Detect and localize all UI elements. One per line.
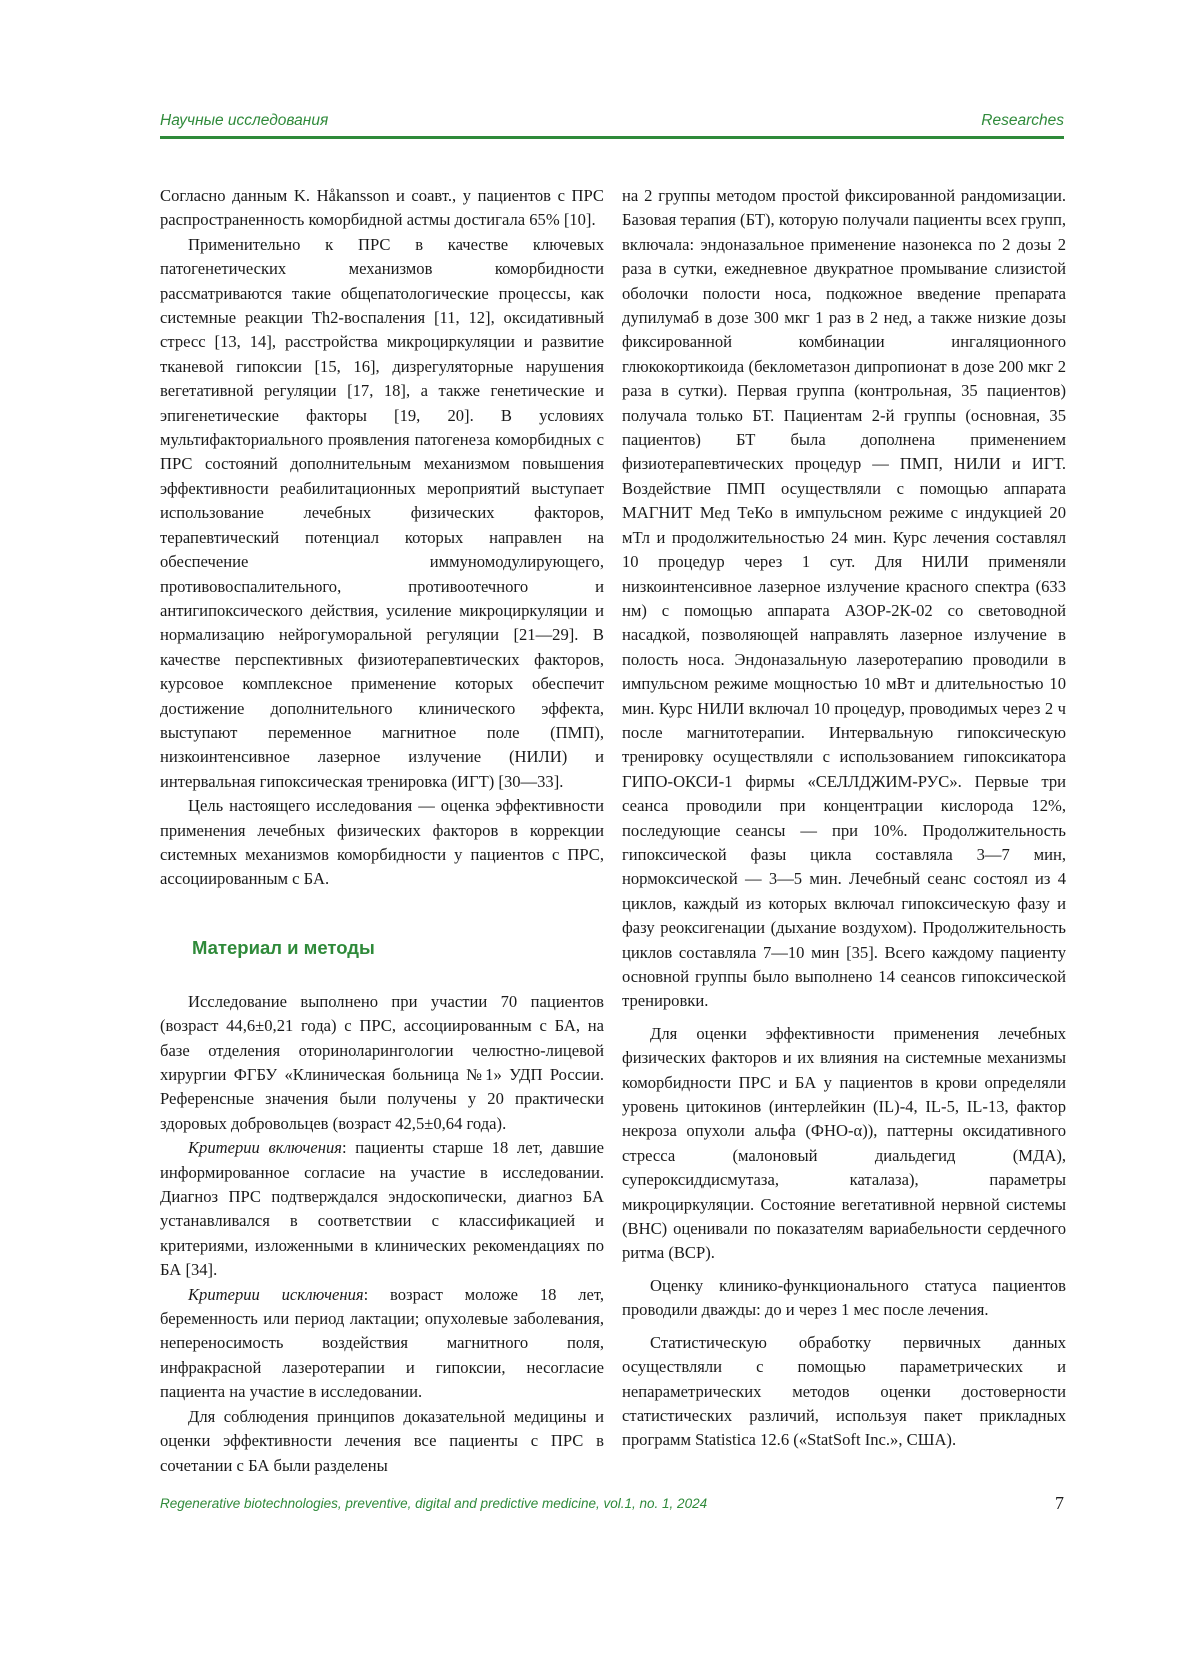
right-column	[622, 184, 1066, 1453]
journal-citation: Regenerative biotechnologies, preventive, digital and predictive medicine, vol.1, no. 1, 2024	[160, 1496, 708, 1511]
page-number: 7	[1055, 1493, 1064, 1513]
paragraph: Для оценки эффективности применения лечебных физических факторов и их влияния на системные механизмы коморбидности ПРС и БА у пациентов в крови определяли уровень цитокинов (интерлейкин (IL)-4, IL-5, IL-13, фактор некроза опухоли альфа (ФНО-α)), паттерны оксидативного стресса (малоновый диальдегид (МДА), супероксиддисмутаза, каталаза), параметры микроциркуляции. Состояние вегетативной нервной системы (ВНС) оценивали по показателям вариабельности сердечного ритма (ВСР).	[622, 1023, 1066, 1263]
paragraph: Для соблюдения принципов доказательной медицины и оценки эффективности лечения все пациенты с ПРС в сочетании с БА были разделены	[160, 1406, 604, 1475]
paragraph: Применительно к ПРС в качестве ключевых патогенетических механизмов коморбидности рассматриваются такие общепатологические процессы, как системные реакции Th2-воспаления [11, 12], оксидативный стресс [13, 14], расстройства микроциркуляции и развитие тканевой гипоксии [15, 16], дизрегуляторные нарушения вегетативной регуляции [17, 18], а также генетические и эпигенетические факторы [19, 20]. В условиях мультифакториального проявления патогенеза коморбидных с ПРС состояний дополнительным механизмом повышения эффективности реабилитационных мероприятий выступает использование лечебных физических факторов, терапевтический потенциал которых направлен на обеспечение иммуномодулирующего, противовоспалительного, противоотечного и антигипоксического действия, усиление микроциркуляции и нормализацию нейрогуморальной регуляции [21—29]. В качестве перспективных физиотерапевтических факторов, курсовое комплексное применение которых обеспечит достижение дополнительного клинического эффекта, выступают переменное магнитное поле (ПМП), низкоинтенсивное лазерное излучение (НИЛИ) и интервальная гипоксическая тренировка (ИГТ) [30—33].	[160, 234, 604, 791]
paragraph: Цель настоящего исследования — оценка эффективности применения лечебных физических факторов в коррекции системных механизмов коморбидности у пациентов с ПРС, ассоциированным с БА.	[160, 796, 604, 889]
page-footer	[160, 1493, 1064, 1517]
paragraph	[160, 1136, 604, 1282]
section-title-en: Researches	[981, 112, 1064, 129]
paragraph	[160, 1283, 604, 1405]
inclusion-criteria-text: : пациенты старше 18 лет, давшие информированное согласие на участие в исследовании. Диагноз ПРС подтверждался эндоскопически, диагноз БА устанавливался в соответствии с классификацией и критериями, изложенными в клинических рекомендациях по БА [34].	[160, 1138, 604, 1280]
paragraph: Исследование выполнено при участии 70 пациентов (возраст 44,6±0,21 года) с ПРС, ассоциированным с БА, на базе отделения оториноларингологии челюстно-лицевой хирургии ФГБУ «Клиническая больница №1» УДП России. Референсные значения были получены у 20 практически здоровых добровольцев (возраст 42,5±0,64 года).	[160, 991, 604, 1133]
left-column	[160, 184, 604, 1478]
section-title-ru: Научные исследования	[160, 112, 329, 129]
inclusion-criteria-label: Критерии включения	[188, 1138, 342, 1158]
exclusion-criteria-label: Критерии исключения	[188, 1284, 364, 1304]
paragraph: Оценку клинико-функционального статуса пациентов проводили дважды: до и через 1 мес после лечения.	[622, 1275, 1066, 1320]
paragraph: Согласно данным K. Håkansson и соавт., у пациентов с ПРС распространенность коморбидной астмы достигала 65% [10].	[160, 186, 604, 230]
paragraph: на 2 группы методом простой фиксированной рандомизации. Базовая терапия (БТ), которую получали пациенты всех групп, включала: эндоназальное применение назонекса по 2 дозы 2 раза в сутки, ежедневное двукратное промывание слизистой оболочки полости носа, подкожное введение препарата дупилумаб в дозе 300 мкг 1 раз в 2 нед, а также низкие дозы фиксированной комбинации ингаляционного глюкокортикоида (беклометазон дипропионат в дозе 200 мкг 2 раза в сутки). Первая группа (контрольная, 35 пациентов) получала только БТ. Пациентам 2-й группы (основная, 35 пациентов) БТ была дополнена применением физиотерапевтических процедур — ПМП, НИЛИ и ИГТ. Воздействие ПМП осуществляли с помощью аппарата МАГНИТ Мед ТеКо в импульсном режиме с индукцией 20 мТл и продолжительностью 24 мин. Курс лечения составлял 10 процедур через 1 сут. Для НИЛИ применяли низкоинтенсивное лазерное излучение красного спектра (633 нм) с помощью аппарата АЗОР-2К-02 со световодной насадкой, позволяющей направлять лазерное излучение в полость носа. Эндоназальную лазеротерапию проводили в импульсном режиме мощностью 10 мВт и длительностью 10 мин. Курс НИЛИ включал 10 процедур, проводимых через 2 ч после магнитотерапии. Интервальную гипоксическую тренировку осуществляли с использованием гипоксикатора ГИПО-ОКСИ-1 фирмы «СЕЛЛДЖИМ-РУС». Первые три сеанса проводили при концентрации кислорода 12%, последующие сеансы — при 10%. Продолжительность гипоксической фазы цикла составляла 3—7 мин, нормоксической — 3—5 мин. Лечебный сеанс состоял из 4 циклов, каждый из которых включал гипоксическую фазу и фазу реоксигенации (дыхание воздухом). Продолжительность циклов составляла 7—10 мин [35]. Всего каждому пациенту основной группы было выполнено 14 сеансов гипоксической тренировки.	[622, 186, 1066, 1011]
header-rule	[160, 136, 1064, 139]
paragraph: Статистическую обработку первичных данных осуществляли с помощью параметрических и непараметрических методов оценки достоверности статистических различий, используя пакет прикладных программ Statistica 12.6 («StatSoft Inc.», США).	[622, 1332, 1066, 1450]
running-head	[160, 112, 1064, 134]
exclusion-criteria-text: : возраст моложе 18 лет, беременность или период лактации; опухолевые заболевания, непереносимость воздействия магнитного поля, инфракрасной лазеротерапии и гипоксии, несогласие пациента на участие в исследовании.	[160, 1284, 604, 1402]
section-heading: Материал и методы	[192, 936, 375, 958]
